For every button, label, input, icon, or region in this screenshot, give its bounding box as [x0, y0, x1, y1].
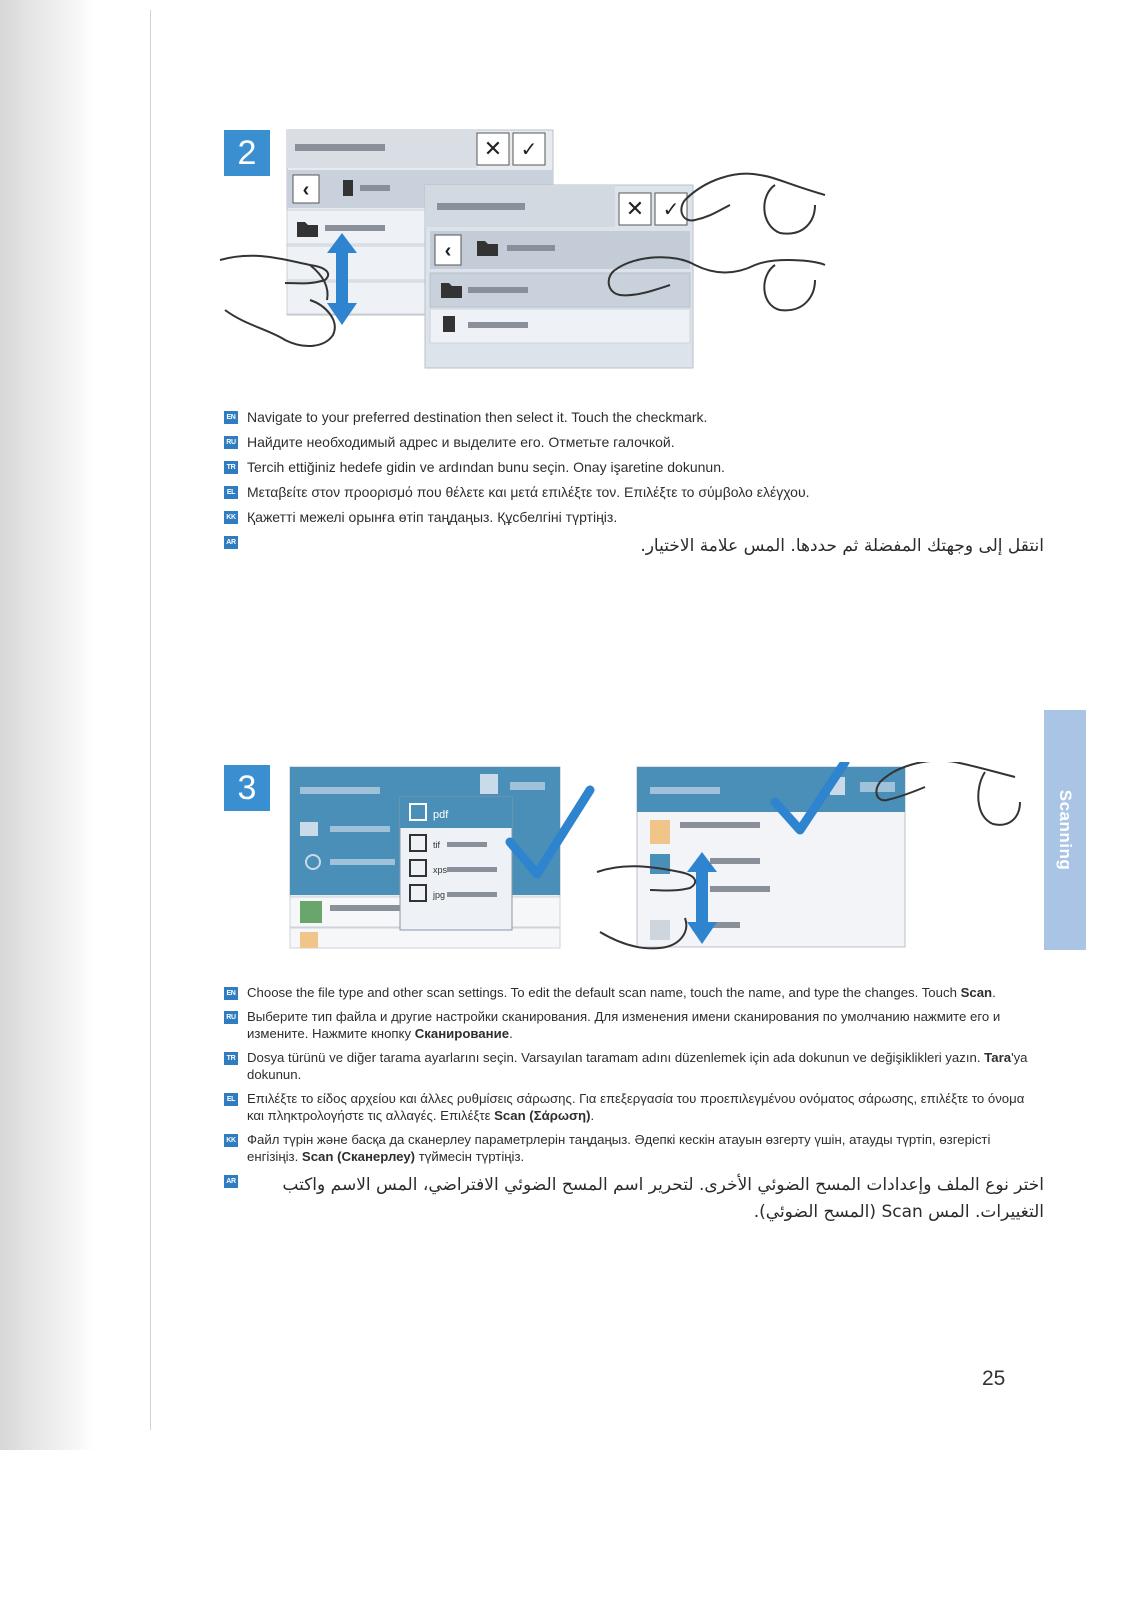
step-3-instructions: [224, 984, 1044, 1233]
option-text: [447, 842, 487, 847]
instruction-kk: [224, 508, 1044, 526]
row-text: [710, 858, 760, 864]
top-hand-cuff: [764, 185, 815, 234]
instruction-kk: [224, 1131, 1044, 1165]
image-thumbnail: [300, 901, 322, 923]
instruction-el: [224, 1090, 1044, 1124]
page-number: 25: [982, 1367, 1006, 1390]
file-type-option: jpg: [433, 890, 446, 900]
row-text: [360, 185, 390, 191]
text-part: Dosya türünü ve diğer tarama ayarlarını seçin. Varsayılan taramam adını düzenlemek için ada dokunun ve değişiklikleri yazın.: [247, 1050, 985, 1065]
monitor-icon: [300, 822, 318, 836]
language-tag: EN: [224, 987, 238, 1000]
header-text: [295, 144, 385, 151]
instruction-en: [224, 408, 1044, 426]
language-tag: RU: [224, 1011, 238, 1024]
instruction-text: [247, 1008, 1044, 1042]
file-list-row[interactable]: [290, 928, 560, 948]
instruction-ar: [224, 1172, 1044, 1226]
bold-term: Сканирование: [414, 1026, 510, 1041]
scan-icon: [480, 774, 498, 794]
row-text: [710, 886, 770, 892]
instruction-text: Μεταβείτε στον προορισμό που θέλετε και μετά επιλέξτε τον. Επιλέξτε το σύμβολο ελέγχου.: [247, 484, 810, 500]
instruction-tr: [224, 458, 1044, 476]
page-fold-line: [150, 10, 151, 1430]
language-tag: EL: [224, 1093, 238, 1106]
usb-icon: [343, 180, 353, 196]
instruction-text: [247, 984, 996, 1001]
header-text: [510, 782, 545, 790]
step-2-illustration: [215, 125, 830, 370]
instruction-en: [224, 984, 1044, 1001]
section-tab-label: Scanning: [1056, 789, 1075, 871]
instruction-text: [247, 1090, 1044, 1124]
row-text: [330, 905, 400, 911]
bold-term: Scan (Σάρωση): [494, 1108, 591, 1123]
instruction-text: Қажетті межелі орынға өтіп таңдаңыз. Құсбелгіні түртіңіз.: [247, 509, 618, 525]
instruction-text: [247, 1131, 1044, 1165]
language-tag: RU: [224, 436, 238, 449]
language-tag: EL: [224, 486, 238, 499]
language-tag: TR: [224, 461, 238, 474]
text-part: Choose the file type and other scan settings. To edit the default scan name, touch the name, and type the changes. Touch: [247, 985, 961, 1000]
header-text: [300, 787, 380, 794]
instruction-text: Navigate to your preferred destination then select it. Touch the checkmark.: [247, 409, 708, 425]
language-tag: EN: [224, 411, 238, 424]
text-part: .: [992, 985, 996, 1000]
instruction-ar: [224, 533, 1044, 560]
step-3-illustration: [285, 762, 1030, 952]
top-hand: [685, 174, 825, 200]
row-text: [325, 225, 385, 231]
chevron-left-icon: ‹: [444, 240, 452, 262]
text-part: түймесін түртіңіз.: [415, 1149, 525, 1164]
option-text: [447, 867, 497, 872]
row-text: [680, 822, 760, 828]
bold-term: Scan (Сканерлеу): [301, 1149, 416, 1164]
grid-thumbnail: [650, 920, 670, 940]
instruction-text: [247, 1049, 1044, 1083]
option-text: [447, 892, 497, 897]
setting-text: [330, 859, 395, 865]
language-tag: KK: [224, 1134, 238, 1147]
close-icon: ✕: [483, 137, 503, 162]
step-2-instructions: [224, 408, 1044, 567]
file-type-option: xps: [433, 865, 448, 875]
language-tag: TR: [224, 1052, 238, 1065]
file-type-option: tif: [433, 840, 441, 850]
step-3-badge: 3: [224, 765, 270, 811]
setting-text: [330, 826, 390, 832]
doc-thumbnail: [650, 820, 670, 844]
instruction-ru: [224, 433, 1044, 451]
header-text: [650, 787, 720, 794]
file-icon: [443, 316, 455, 332]
right-hand-cuff: [764, 265, 815, 310]
front-nav-row: [430, 231, 690, 269]
bold-term: Scan: [960, 985, 993, 1000]
instruction-ru: [224, 1008, 1044, 1042]
language-tag: AR: [224, 536, 238, 549]
text-part: Επιλέξτε το είδος αρχείου και άλλες ρυθμίσεις σάρωσης. Για επεξεργασία του προεπιλεγμένου ονόματος σάρωσης, επιλέξτε το όνομα και πληκτρολογήστε τις αλλαγές. Επιλέξτε: [247, 1091, 1025, 1123]
section-tab[interactable]: [1044, 710, 1086, 950]
checkmark-icon: ✓: [662, 197, 680, 221]
instruction-text: Найдите необходимый адрес и выделите его. Отметьте галочкой.: [247, 434, 675, 450]
text-part: .: [509, 1026, 513, 1041]
image-thumbnail: [650, 854, 670, 874]
text-part: .: [590, 1108, 595, 1123]
file-type-option: pdf: [433, 809, 449, 821]
instruction-el: [224, 483, 1044, 501]
hand-upper-cuff: [978, 772, 1020, 825]
instruction-text: اختر نوع الملف وإعدادات المسح الضوئي الأخرى. لتحرير اسم المسح الضوئي الافتراضي، المس الاسم واكتب التغييرات. المس Scan (المسح الضوئي).: [282, 1175, 1044, 1222]
file-type-dropdown[interactable]: [400, 797, 512, 930]
language-tag: AR: [224, 1175, 238, 1188]
chevron-left-icon: ‹: [302, 179, 310, 201]
language-tag: KK: [224, 511, 238, 524]
header-text: [437, 203, 525, 210]
text-part: 'ya dokunun.: [247, 1050, 1028, 1082]
binding-shadow: [0, 0, 95, 1450]
doc-thumbnail: [300, 932, 318, 948]
instruction-tr: [224, 1049, 1044, 1083]
close-icon: ✕: [625, 197, 645, 222]
instruction-text: Tercih ettiğiniz hedefe gidin ve ardından bunu seçin. Onay işaretine dokunun.: [247, 459, 725, 475]
row-text: [507, 245, 555, 251]
step-2-badge: 2: [224, 130, 270, 176]
text-part: Файл түрін және басқа да сканерлеу параметрлерін таңдаңыз. Әдепкі кескін атауын өзгерту үшін, атауды түртіп, өзгерісті енгізіңіз.: [247, 1132, 991, 1164]
instruction-text: انتقل إلى وجهتك المفضلة ثم حددها. المس علامة الاختيار.: [640, 536, 1044, 556]
checkmark-icon: ✓: [520, 137, 538, 161]
dropdown-selected-row[interactable]: [400, 797, 512, 828]
bold-term: Tara: [984, 1050, 1012, 1065]
row-text: [468, 287, 528, 293]
text-part: Выберите тип файла и другие настройки сканирования. Для изменения имени сканирования по умолчанию нажмите его и измените. Нажмите кнопку: [247, 1009, 1001, 1041]
row-text: [468, 322, 528, 328]
